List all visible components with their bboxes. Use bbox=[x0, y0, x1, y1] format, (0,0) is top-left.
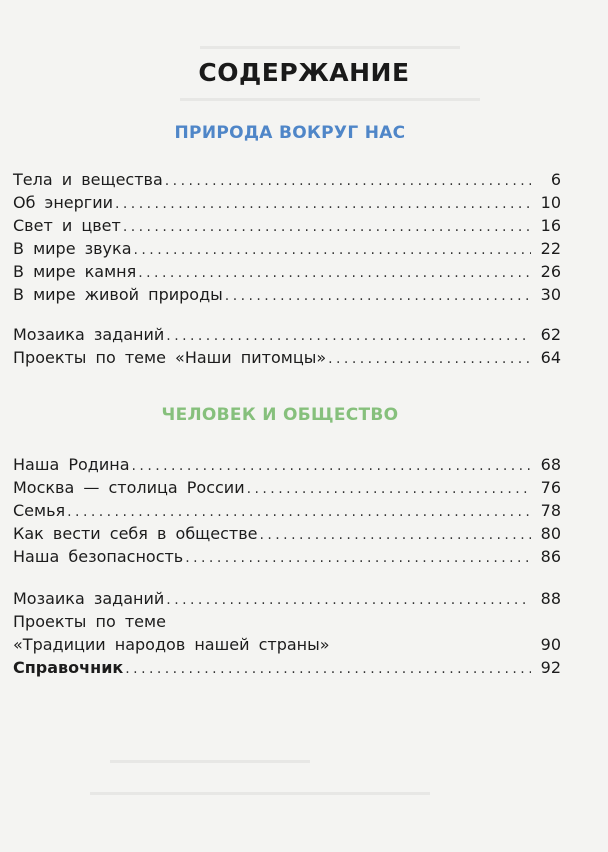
dot-leader bbox=[259, 524, 531, 547]
section-heading-society: ЧЕЛОВЕК И ОБЩЕСТВО bbox=[161, 405, 399, 425]
toc-entry-page: 22 bbox=[540, 239, 561, 258]
toc-group-society-extra bbox=[13, 587, 561, 679]
toc-entry[interactable] bbox=[13, 476, 561, 499]
toc-entry-reference[interactable] bbox=[13, 656, 561, 679]
toc-entry-label: Семья bbox=[13, 501, 66, 520]
bleed-through-mark bbox=[200, 46, 460, 49]
dot-leader bbox=[185, 547, 531, 570]
toc-entry[interactable] bbox=[13, 587, 561, 610]
bleed-through-mark bbox=[180, 98, 480, 101]
toc-entry-page: 80 bbox=[540, 524, 561, 543]
toc-entry-label: Проекты по теме «Наши питомцы» bbox=[13, 348, 327, 367]
dot-leader bbox=[125, 658, 531, 681]
toc-entry-label: Мозаика заданий bbox=[13, 589, 165, 608]
toc-entry-label: Проекты по теме bbox=[13, 612, 166, 631]
toc-entry-label: «Традиции народов нашей страны» bbox=[13, 635, 330, 654]
toc-entry[interactable] bbox=[13, 499, 561, 522]
dot-leader bbox=[67, 501, 531, 524]
toc-entry-label: Об энергии bbox=[13, 193, 113, 212]
toc-entry-page: 6 bbox=[550, 170, 561, 189]
toc-entry[interactable] bbox=[13, 237, 561, 260]
toc-entry[interactable] bbox=[13, 346, 561, 369]
toc-entry[interactable] bbox=[13, 214, 561, 237]
toc-entry[interactable] bbox=[13, 191, 561, 214]
toc-group-society-topics bbox=[13, 453, 561, 568]
toc-entry-label: Наша Родина bbox=[13, 455, 130, 474]
dot-leader bbox=[225, 285, 531, 308]
toc-entry-label: Свет и цвет bbox=[13, 216, 121, 235]
toc-entry-label: Тела и вещества bbox=[13, 170, 163, 189]
section-heading-nature: ПРИРОДА ВОКРУГ НАС bbox=[174, 123, 406, 143]
toc-entry-page: 64 bbox=[540, 348, 561, 367]
toc-entry[interactable] bbox=[13, 323, 561, 346]
toc-entry[interactable] bbox=[13, 168, 561, 191]
toc-group-nature-topics bbox=[13, 168, 561, 306]
toc-group-nature-extra bbox=[13, 323, 561, 369]
toc-entry-label: В мире звука bbox=[13, 239, 132, 258]
toc-entry-label: В мире камня bbox=[13, 262, 137, 281]
toc-entry-label: В мире живой природы bbox=[13, 285, 223, 304]
dot-leader bbox=[138, 262, 531, 285]
toc-entry-page: 16 bbox=[540, 216, 561, 235]
toc-entry-page: 30 bbox=[540, 285, 561, 304]
dot-leader bbox=[123, 216, 531, 239]
toc-entry-page: 78 bbox=[540, 501, 561, 520]
dot-leader bbox=[166, 589, 531, 612]
toc-entry-page: 62 bbox=[540, 325, 561, 344]
dot-leader bbox=[166, 325, 531, 348]
toc-entry-page: 10 bbox=[540, 193, 561, 212]
dot-leader bbox=[134, 239, 532, 262]
toc-entry-label: Справочник bbox=[13, 658, 124, 677]
toc-entry-heading-line[interactable] bbox=[13, 610, 561, 633]
dot-leader bbox=[165, 170, 531, 193]
toc-entry-page: 86 bbox=[540, 547, 561, 566]
toc-entry-label: Наша безопасность bbox=[13, 547, 184, 566]
toc-entry-page: 68 bbox=[540, 455, 561, 474]
toc-entry[interactable] bbox=[13, 283, 561, 306]
toc-entry-label: Мозаика заданий bbox=[13, 325, 165, 344]
dot-leader bbox=[115, 193, 531, 216]
dot-leader bbox=[247, 478, 531, 501]
bleed-through-mark bbox=[90, 792, 430, 795]
toc-entry-page: 88 bbox=[540, 589, 561, 608]
toc-entry[interactable] bbox=[13, 453, 561, 476]
toc-entry[interactable] bbox=[13, 522, 561, 545]
toc-entry-label: Как вести себя в обществе bbox=[13, 524, 258, 543]
toc-entry-label: Москва — столица России bbox=[13, 478, 245, 497]
toc-entry-page: 92 bbox=[540, 658, 561, 677]
page-title: СОДЕРЖАНИЕ bbox=[198, 58, 410, 87]
toc-entry[interactable] bbox=[13, 260, 561, 283]
toc-entry[interactable] bbox=[13, 633, 561, 656]
toc-entry-page: 26 bbox=[540, 262, 561, 281]
bleed-through-mark bbox=[110, 760, 310, 763]
dot-leader bbox=[132, 455, 531, 478]
dot-leader bbox=[328, 348, 531, 371]
toc-entry-page: 76 bbox=[540, 478, 561, 497]
toc-entry[interactable] bbox=[13, 545, 561, 568]
toc-entry-page: 90 bbox=[540, 635, 561, 654]
